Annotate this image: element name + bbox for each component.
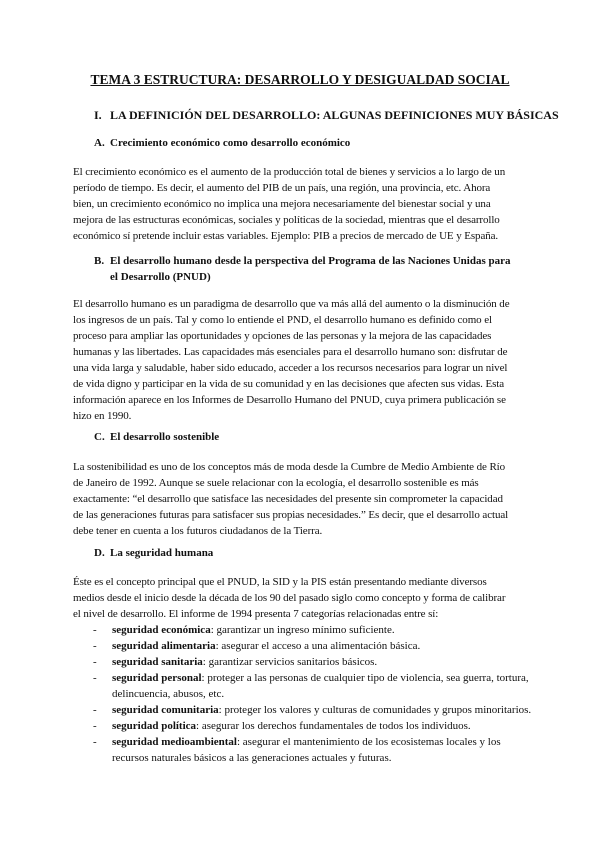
subheading-c [94,429,520,445]
bullet-dash: - [93,672,97,684]
bullet-dash: - [93,720,97,732]
list-item-description: : proteger los valores y culturas de comunidades y grupos minoritarios. [218,704,532,716]
subheading-text: Crecimiento económico como desarrollo económico [110,137,351,149]
list-item-text [112,670,533,702]
paragraph-line: de las generaciones futuras para satisfacer sus propias necesidades.” Es decir, que el desarrollo actual [73,509,509,521]
bullet-dash: - [93,736,97,748]
subheading-d [94,545,520,561]
list-item-term: seguridad medioambiental [112,736,237,748]
section-heading-1 [94,108,559,123]
paragraph-d [73,574,533,622]
document-title: TEMA 3 ESTRUCTURA: DESARROLLO Y DESIGUALDAD SOCIAL [90,72,510,87]
list-item-term: seguridad alimentaria [112,640,216,652]
list-item-term: seguridad económica [112,624,211,636]
paragraph-line: el nivel de desarrollo. El informe de 1994 presenta 7 categorías relacionadas entre sí: [73,608,439,620]
paragraph-line: La sostenibilidad es uno de los conceptos más de moda desde la Cumbre de Medio Ambiente de Río [73,461,506,473]
list-item-term: seguridad política [112,720,197,732]
subheading-text: La seguridad humana [110,547,214,559]
paragraph-line: medios desde el inicio desde la década de los 90 del pasado siglo como concepto y forma de calibrar [73,592,506,604]
list-item-text [112,718,471,734]
list-item-description: : garantizar un ingreso mínimo suficiente. [210,624,395,636]
list-item-term: seguridad comunitaria [112,704,219,716]
subheading-number: A. [94,137,105,149]
paragraph-line: bien, un crecimiento económico no implica una mejora necesariamente del bienestar social y una [73,198,491,210]
list-item [93,670,533,702]
paragraph-line: proceso para ampliar las oportunidades y opciones de las personas y la mejora de las capacidades [73,330,492,342]
subheading-text: El desarrollo humano desde la perspectiva del Programa de las Naciones Unidas para el Desarrollo (PNUD) [110,255,511,283]
paragraph-line: económico sí pretende incluir estas variables. Ejemplo: PIB a precios de mercado de UE y España. [73,230,499,242]
paragraph-a [73,164,533,244]
paragraph-line: El desarrollo humano es un paradigma de desarrollo que va más allá del aumento o la disminución de [73,298,510,310]
list-item-description: : garantizar servicios sanitarios básicos. [202,656,378,668]
paragraph-line: El crecimiento económico es el aumento de la producción total de bienes y servicios a lo largo de un [73,166,506,178]
bullet-dash: - [93,624,97,636]
paragraph-c [73,459,533,539]
list-item-text [112,702,531,718]
list-item-description: : proteger a las personas de cualquier tipo de violencia, sea guerra, tortura, delincuencia, abusos, etc. [112,672,529,700]
paragraph-line: período de tiempo. Es decir, el aumento del PIB de un país, una región, una provincia, etc. Ahora [73,182,491,194]
list-item [93,702,533,718]
paragraph-line: los ingresos de un país. Tal y como lo entiende el PND, el desarrollo humano es definido como el [73,314,492,326]
section-number: I. [94,108,102,122]
subheading-number: B. [94,255,105,267]
subheading-text: El desarrollo sostenible [110,431,220,443]
list-item-term: seguridad personal [112,672,202,684]
paragraph-b [73,296,533,424]
list-item [93,654,533,670]
paragraph-line: una vida larga y saludable, haber sido educado, acceder a los recursos necesarios para lograr un nivel [73,362,508,374]
security-categories-list [93,622,533,766]
paragraph-line: debe tener en cuenta a los futuros ciudadanos de la Tierra. [73,525,323,537]
list-item-text [112,734,533,766]
list-item-text [112,638,420,654]
subheading-b [94,253,520,285]
subheading-number: D. [94,547,105,559]
paragraph-line: mejora de las estructuras económicas, sociales y políticas de la sociedad, mientras que el desarrollo [73,214,500,226]
list-item [93,622,533,638]
paragraph-line: de Janeiro de 1992. Aunque se suele relacionar con la ecología, el desarrollo sostenible es más [73,477,479,489]
list-item-description: : asegurar el mantenimiento de los ecosistemas locales y los recursos naturales básicos a las generaciones actuales y futuras. [112,736,501,764]
list-item-text [112,622,395,638]
subheading-number: C. [94,431,105,443]
paragraph-line: de vida digno y participar en la vida de su comunidad y en las decisiones que afecten sus vidas. Esta [73,378,504,390]
bullet-dash: - [93,656,97,668]
list-item-text [112,654,377,670]
list-item-description: : asegurar el acceso a una alimentación básica. [215,640,421,652]
paragraph-line: Éste es el concepto principal que el PNUD, la SID y la PIS están presentando mediante diversos [73,576,487,588]
list-item-term: seguridad sanitaria [112,656,203,668]
list-item [93,638,533,654]
paragraph-line: humanas y las libertades. Las capacidades más esenciales para el desarrollo humano son: disfrutar de [73,346,508,358]
subheading-a [94,135,520,151]
list-item [93,734,533,766]
bullet-dash: - [93,640,97,652]
paragraph-line: exactamente: “el desarrollo que satisface las necesidades del presente sin comprometer la capacidad [73,493,503,505]
list-item [93,718,533,734]
list-item-description: : asegurar los derechos fundamentales de todos los individuos. [196,720,471,732]
paragraph-line: hizo en 1990. [73,410,132,422]
section-title: LA DEFINICIÓN DEL DESARROLLO: ALGUNAS DEFINICIONES MUY BÁSICAS [110,108,559,122]
paragraph-line: información aparece en los Informes de Desarrollo Humano del PNUD, cuya primera publicación se [73,394,506,406]
bullet-dash: - [93,704,97,716]
